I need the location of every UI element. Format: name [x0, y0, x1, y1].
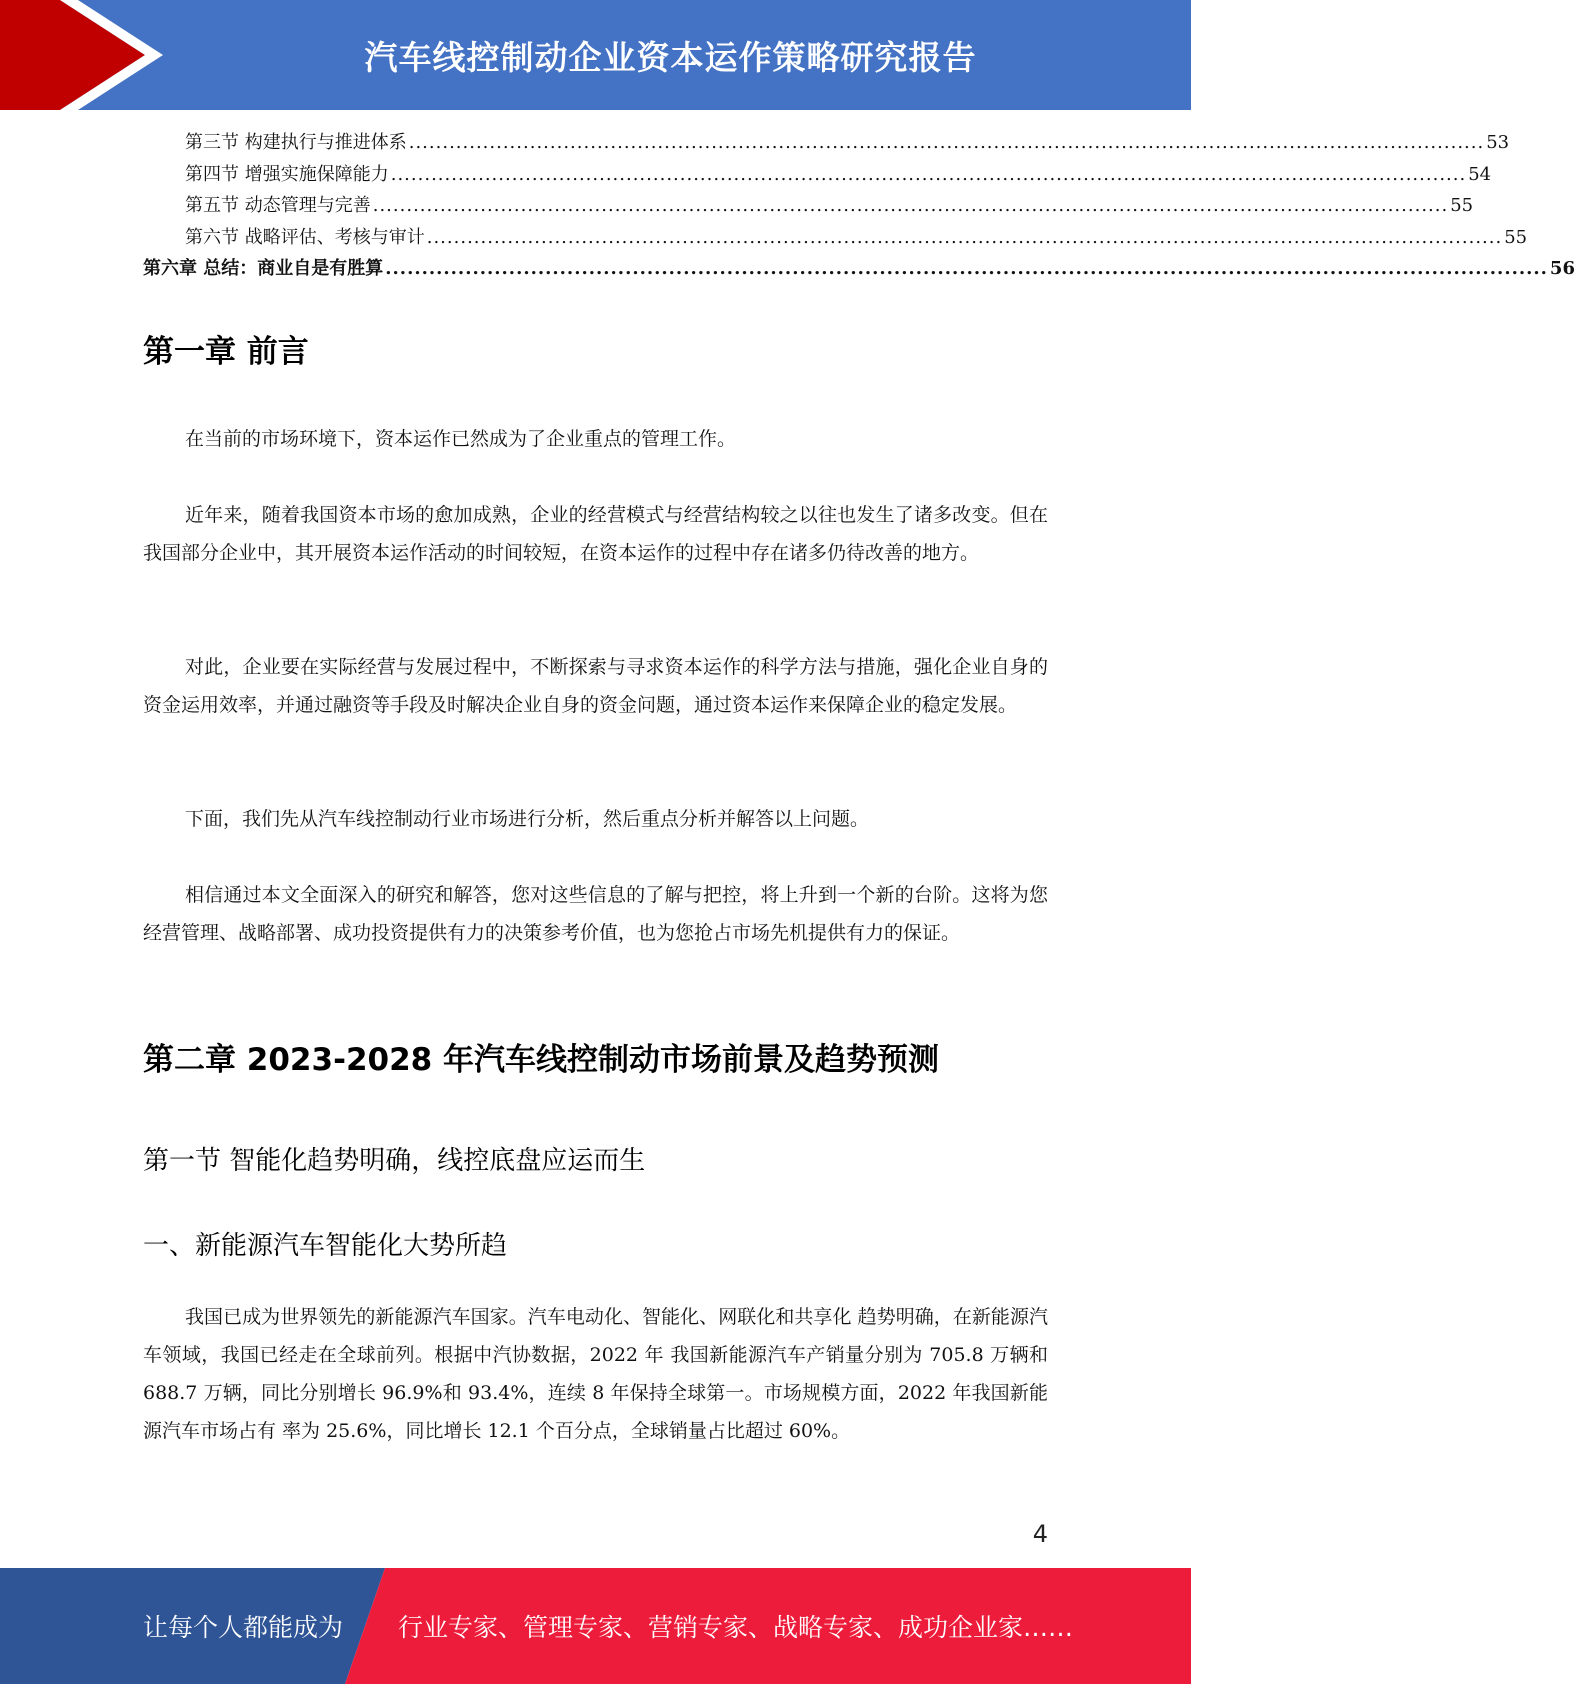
- body-paragraph: 下面，我们先从汽车线控制动行业市场进行分析，然后重点分析并解答以上问题。: [185, 808, 870, 830]
- toc-entry-label: 第六章 总结：商业自是有胜算: [143, 258, 384, 279]
- toc-leader-dots: ................................................................................................................................................................: [385, 258, 1548, 279]
- chapter-2-heading: 第二章 2023-2028 年汽车线控制动市场前景及趋势预测: [143, 1042, 940, 1078]
- toc-entry[interactable]: [143, 223, 1528, 255]
- toc-entry-page: 55: [1450, 195, 1474, 216]
- chapter-1-heading: 第一章 前言: [143, 334, 309, 370]
- body-paragraph: 近年来，随着我国资本市场的愈加成熟，企业的经营模式与经营结构较之以往也发生了诸多改变。但在我国部分企业中，其开展资本运作活动的时间较短，在资本运作的过程中存在诸多仍待改善的地方。: [143, 504, 1048, 564]
- page-header: [0, 0, 1191, 110]
- toc-entry-page: 55: [1504, 226, 1528, 248]
- body-paragraph: 在当前的市场环境下，资本运作已然成为了企业重点的管理工作。: [185, 428, 737, 450]
- toc-leader-dots: ................................................................................................................................................................: [408, 132, 1485, 153]
- body-paragraph: 我国已成为世界领先的新能源汽车国家。汽车电动化、智能化、网联化和共享化 趋势明确，在新能源汽车领域，我国已经走在全球前列。根据中汽协数据，2022 年 我国新能源汽车产销量分别为 705.8 万辆和 688.7 万辆，同比分别增长 96.9%和 93.4%，连续 8 年保持全球第一。市场规模方面，2022 年我国新能源汽车市场占有 率为 25.6%，同比增长 12.1 个百分点，全球销量占比超过 60%。: [143, 1306, 1048, 1442]
- toc-leader-dots: ................................................................................................................................................................: [426, 226, 1503, 248]
- table-of-contents: [143, 128, 1575, 286]
- body-paragraph: 相信通过本文全面深入的研究和解答，您对这些信息的了解与把控，将上升到一个新的台阶。这将为您经营管理、战略部署、成功投资提供有力的决策参考价值，也为您抢占市场先机提供有力的保证。: [143, 884, 1048, 944]
- toc-entry[interactable]: [143, 160, 1492, 192]
- toc-entry-label: 第六节 战略评估、考核与审计: [185, 226, 425, 248]
- page-number: 4: [1032, 1520, 1048, 1548]
- toc-leader-dots: ................................................................................................................................................................: [372, 195, 1449, 216]
- toc-entry-label: 第三节 构建执行与推进体系: [185, 132, 407, 153]
- toc-entry[interactable]: [143, 191, 1474, 223]
- report-title: 汽车线控制动企业资本运作策略研究报告: [364, 37, 977, 77]
- body-paragraph: 对此，企业要在实际经营与发展过程中，不断探索与寻求资本运作的科学方法与措施，强化企业自身的资金运用效率，并通过融资等手段及时解决企业自身的资金问题，通过资本运作来保障企业的稳定发展。: [143, 656, 1048, 716]
- footer-slogan-right: 行业专家、管理专家、营销专家、战略专家、成功企业家……: [398, 1613, 1074, 1642]
- toc-entry-label: 第五节 动态管理与完善: [185, 195, 371, 216]
- subsection-1-heading: 一、新能源汽车智能化大势所趋: [143, 1231, 508, 1261]
- toc-leader-dots: ................................................................................................................................................................: [390, 163, 1467, 185]
- toc-entry-page: 56: [1549, 258, 1575, 279]
- toc-entry-page: 54: [1468, 163, 1492, 185]
- toc-entry-page: 53: [1486, 132, 1510, 153]
- toc-entry-chapter[interactable]: [143, 254, 1575, 286]
- toc-entry-label: 第四节 增强实施保障能力: [185, 163, 389, 185]
- toc-entry[interactable]: [143, 128, 1510, 160]
- footer-slogan-left: 让每个人都能成为: [143, 1613, 344, 1642]
- page-footer: [0, 1568, 1191, 1684]
- section-1-heading: 第一节 智能化趋势明确，线控底盘应运而生: [143, 1146, 646, 1176]
- red-chevron-shape: [0, 0, 145, 110]
